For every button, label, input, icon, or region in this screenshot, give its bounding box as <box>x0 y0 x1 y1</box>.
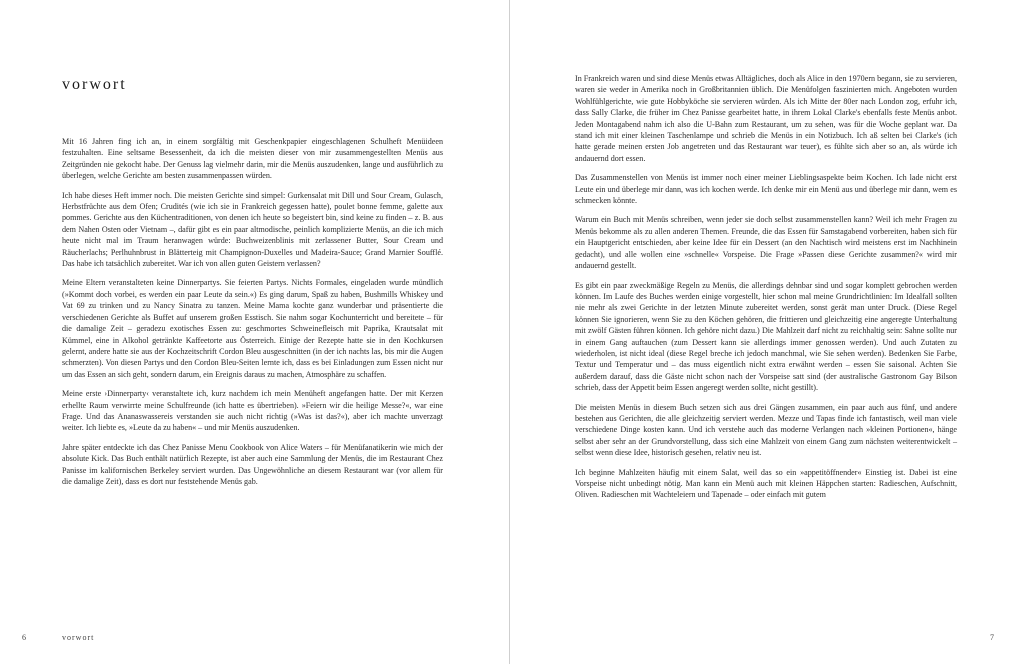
page-number: 7 <box>990 633 994 642</box>
paragraph: Meine erste ›Dinnerparty‹ veranstaltete ich, kurz nachdem ich mein Menüheft angefangen hatte. Der mit Kerzen erhellte Raum verwirrte meine Schulfreunde (ich hatte es übertrieben). »Feiern wir die heilige Messe?«, war eine Frage. Und das Ananaswassereis verstanden sie auch nicht richtig (»Was ist das?«), aber ich machte unverzagt weiter. Ich liebte es, »Leute da zu haben« – und mir Menüs auszudenken. <box>62 389 443 433</box>
page-number: 6 <box>22 633 26 642</box>
paragraph: Es gibt ein paar zweckmäßige Regeln zu Menüs, die allerdings dehnbar sind und sogar komplett gebrochen werden können. Im Laufe des Buches werden einige vorgestellt, hier schon mal meine Grundrichtlinien: Im Idealfall sollten nie mehr als zwei Gerichte in der letzten Minute zubereitet werden, sonst gerät man unter Druck. (Diese Regel können Sie ignorieren, wenn Sie zu den Köchen gehören, die frittieren und gleichzeitig eine angeregte Unterhaltung mit zwölf Gästen führen können. Ich gehöre nicht dazu.) Die Mahlzeit darf nicht zu reichhaltig sein: Sahne sollte nur in einem Gang auftauchen (zum Dessert kann sie allerdings immer genossen werden). Und auch Zutaten zu wiederholen, ist nicht ideal (diese Regel breche ich jedoch manchmal, wie Sie sehen werden). Bedenken Sie Farbe, Textur und Temperatur und – das muss eigentlich nicht extra erwähnt werden – essen Sie saisonal. Achten Sie außerdem darauf, dass die Gäste nicht schon nach der Vorspeise satt sind (der australische Gastronom Gay Bilson schrieb, dass der Appetit beim Essen angeregt werden sollte, nicht gestillt). <box>575 280 957 393</box>
paragraph: Das Zusammenstellen von Menüs ist immer noch einer meiner Lieblingsaspekte beim Kochen. Ich lade nicht erst Leute ein und überlege mir dann, was ich kochen werde. Ich denke mir ein Menü aus und überlege mir dann, wem es schmecken könnte. <box>575 173 957 206</box>
paragraph: Jahre später entdeckte ich das Chez Panisse Menu Cookbook von Alice Waters – für Menüfanatikerin wie mich der absolute Kick. Das Buch enthält natürlich Rezepte, ist aber auch eine Sammlung der Menüs, die im Restaurant Chez Panisse im kalifornischen Berkeley serviert wurden. Das Ungewöhnliche an diesem Restaurant war (vor allem für die damalige Zeit), dass es dort nur feststehende Menüs gab. <box>62 442 443 486</box>
paragraph: Mit 16 Jahren fing ich an, in einem sorgfältig mit Geschenkpapier eingeschlagenen Schulheft Menüideen festzuhalten. Eine seltsame Besessenheit, da ich die meisten dieser von mir zusammengestellten Menüs aus Zeitgründen nie gekocht habe. Der Genuss lag vielmehr darin, mir die Menüs auszudenken, lange und ausführlich zu überlegen, welche Gerichte am besten zusammenpassen würden. <box>62 137 443 181</box>
paragraph: Die meisten Menüs in diesem Buch setzen sich aus drei Gängen zusammen, ein paar auch aus fünf, und andere bestehen aus Gerichten, die alle gleichzeitig serviert werden. Mezze und Tapas finde ich fantastisch, weil man viele verschiedene Dinge kosten kann. Und ich verstehe auch das moderne Verlangen nach »kleinen Portionen«, hänge selbst aber sehr an der Grundvorstellung, dass sich eine Mahlzeit von einem Gang zum nächsten weiterentwickelt – selbst wenn diese Idee, historisch gesehen, relativ neu ist. <box>575 402 957 458</box>
paragraph: Ich beginne Mahlzeiten häufig mit einem Salat, weil das so ein »appetitöffnender« Einstieg ist. Dabei ist eine Vorspeise nicht unbedingt nötig. Man kann ein Menü auch mit kleinen Häppchen starten: Radieschen, Aufschnitt, Oliven. Radieschen mit Wachteleiern und Tapenade – oder einfach mit gutem <box>575 467 957 500</box>
right-page <box>510 0 1020 664</box>
paragraph: In Frankreich waren und sind diese Menüs etwas Alltägliches, doch als Alice in den 1970ern begann, sie zu servieren, waren sie weder in Amerika noch in Großbritannien üblich. Die Menüfolgen faszinierten mich. Angeboten wurden Wohlfühlgerichte, wie gute Hobbyköche sie servieren würden. Als ich Mitte der 80er nach London zog, erfuhr ich, dass Sally Clarke, die früher im Chez Panisse gearbeitet hatte, in ihrem Lokal Clarke's ebenfalls feste Menüs anbot. Jeden Montagabend nahm ich also die U-Bahn zum Restaurant, um zu sehen, was für die Woche geplant war. Da stand ich mit einer kleinen Taschenlampe und schrieb die Menüs in ein Notizbuch. Ich aß selten bei Clarke's (ich hatte gerade meinen ersten Job angetreten und das Restaurant war teuer), es fühlte sich aber so an, als würde ich andauernd dort essen. <box>575 74 957 163</box>
paragraph: Warum ein Buch mit Menüs schreiben, wenn jeder sie doch selbst zusammenstellen kann? Weil ich mehr Fragen zu Menüs bekomme als zu allen anderen Themen. Freunde, die das Essen für Samstagabend vorbereiten, haben sich für ein Hauptgericht entschieden, aber keine Idee für ein Dessert (an den Nachtisch wird meistens erst im Nachhinein gedacht), und alle wollen eine »schnelle« Vorspeise. Die Frage »Passen diese Gerichte zusammen?« wird mir andauernd gestellt. <box>575 215 957 271</box>
left-page-body <box>62 136 443 495</box>
paragraph: Meine Eltern veranstalteten keine Dinnerpartys. Sie feierten Partys. Nichts Formales, eingeladen wurde mündlich (»Kommt doch vorbei, es werden ein paar Leute da sein.«) Es ging darum, Spaß zu haben, Bushmills Whiskey und Vat 69 zu trinken und zu Nancy Sinatra zu tanzen. Meine Mama kochte ganz wunderbar und präsentierte die verschiedenen Gerichte als Buffet auf unserem großen Esstisch. Sie nahm sogar Kochunterricht und bereitete – für die damalige Zeit – geradezu exotisches Essen zu: geschmortes Schweinefleisch mit Paprika, Krautsalat mit Kümmel, eine in Alkohol getränkte Kaffeetorte aus Österreich. Einige der Rezepte hatte sie in den Kochkursen gelernt, andere hatte sie aus der Kochzeitschrift Cordon Bleu ausgeschnitten (in der ich nachts las, bis mir die Augen schmerzten). Von diesen Partys und den Cordon Bleu-Seiten lernte ich, dass es bei Einladungen zum Essen nicht nur um das Essen an sich geht, sondern darum, ein Ereignis daraus zu machen, Atmosphäre zu schaffen. <box>62 278 443 379</box>
left-page <box>0 0 509 664</box>
running-footer-title: vorwort <box>62 633 95 642</box>
chapter-title: vorwort <box>62 76 127 93</box>
paragraph: Ich habe dieses Heft immer noch. Die meisten Gerichte sind simpel: Gurkensalat mit Dill und Sour Cream, Gulasch, Herbstfrüchte aus dem Ofen; Crudités (wie ich sie in Frankreich gegessen hatte), poulet bonne femme, galette aux pommes. Gerichte aus den Küchentraditionen, von denen ich heute so begeistert bin, sind keine zu finden – z. B. aus dem Nahen Osten oder Vietnam –, dafür gibt es ein paar altmodische, peinlich komplizierte Menüs, an die ich mich heute nicht mal im Traum heranwagen würde: Buchweizenblinis mit zerlassener Butter, Sour Cream und Räucherlachs; Perlhuhnbrust in Blätterteig mit Champignon-Duxelles und Madeira-Sauce; Grand Marnier Soufflé. Das habe ich tatsächlich zubereitet. War ich von allen guten Geistern verlassen? <box>62 190 443 269</box>
right-page-body <box>575 73 957 509</box>
